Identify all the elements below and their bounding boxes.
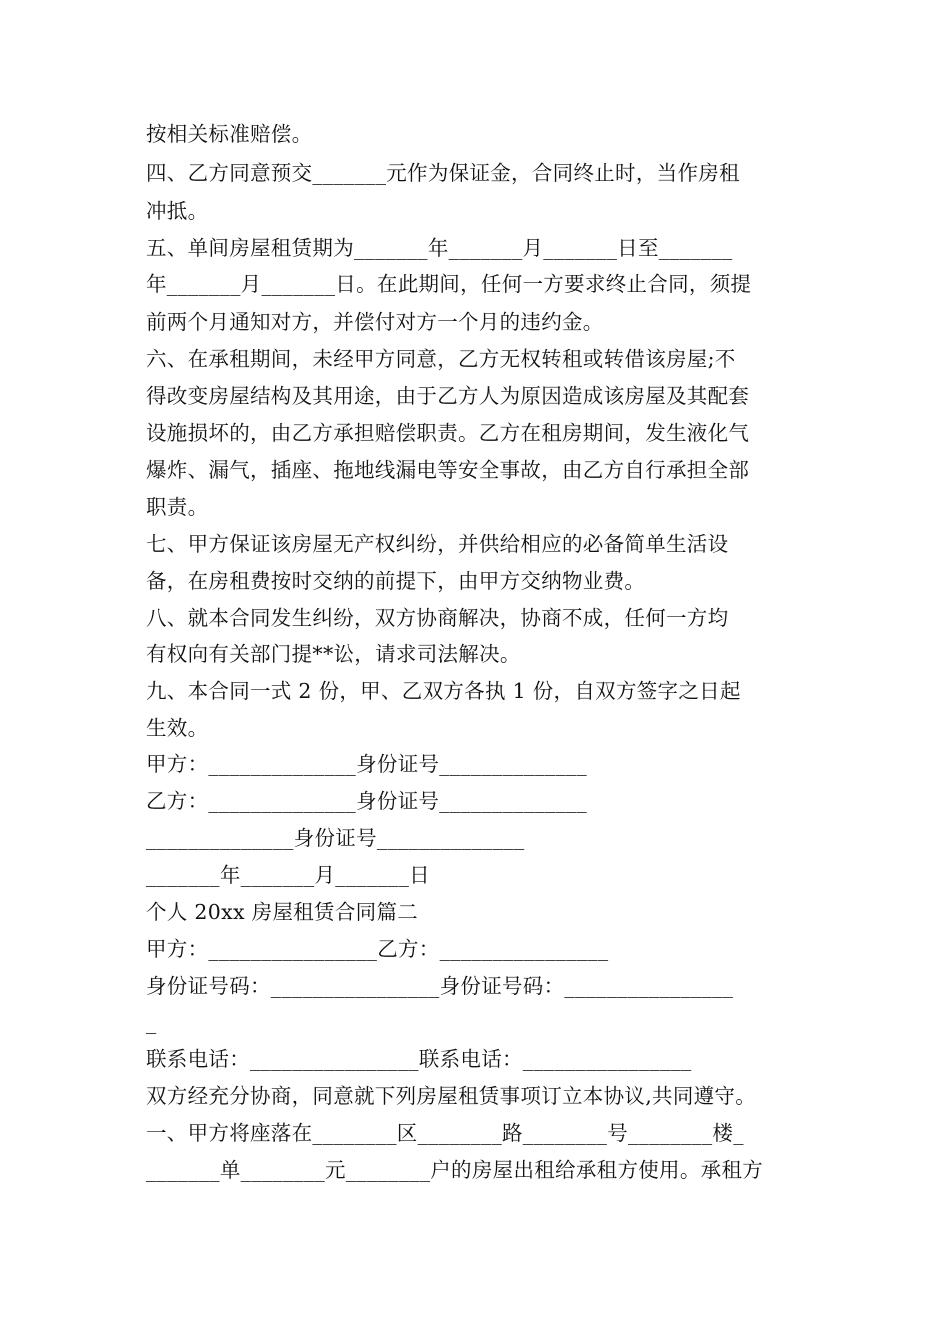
text-line: 乙方：______________身份证号______________ — [146, 789, 587, 813]
text-line: 九、本合同一式 2 份，甲、乙双方各执 1 份，自双方签字之日起 — [146, 679, 741, 703]
text-line: 身份证号码：________________身份证号码：________________ — [146, 974, 734, 998]
text-line: 备，在房租费按时交纳的前提下，由甲方交纳物业费。 — [146, 569, 646, 593]
text-line: 双方经充分协商，同意就下列房屋租赁事项订立本协议,共同遵守。 — [146, 1084, 757, 1108]
text-line: 甲方：________________乙方：________________ — [146, 937, 609, 961]
text-line: 生效。 — [146, 716, 209, 740]
text-line: 设施损坏的，由乙方承担赔偿职责。乙方在租房期间，发生液化气 — [146, 421, 750, 445]
text-line: 年_______月_______日。在此期间，任何一方要求终止合同，须提 — [146, 272, 752, 296]
text-line: 有权向有关部门提**讼，请求司法解决。 — [146, 642, 521, 666]
text-line: 甲方：______________身份证号______________ — [146, 752, 587, 776]
text-line: 七、甲方保证该房屋无产权纠纷，并供给相应的必备简单生活设 — [146, 532, 729, 556]
text-line: _ — [146, 1010, 157, 1034]
text-line: _______年_______月_______日 — [146, 863, 430, 887]
text-line: 四、乙方同意预交_______元作为保证金，合同终止时，当作房租 — [146, 161, 740, 185]
text-line: 爆炸、漏气，插座、拖地线漏电等安全事故，由乙方自行承担全部 — [146, 458, 750, 482]
text-line: 一、甲方将座落在________区________路________号________楼_ — [146, 1121, 744, 1145]
text-line: 前两个月通知对方，并偿付对方一个月的违约金。 — [146, 310, 604, 334]
text-line: 职责。 — [146, 495, 209, 519]
text-line: 按相关标准赔偿。 — [146, 122, 313, 146]
text-line: 得改变房屋结构及其用途，由于乙方人为原因造成该房屋及其配套 — [146, 384, 750, 408]
text-line: 五、单间房屋租赁期为_______年_______月_______日至_______ — [146, 236, 733, 260]
section-title: 个人 20xx 房屋租赁合同篇二 — [146, 900, 419, 924]
text-line: 六、在承租期间，未经甲方同意，乙方无权转租或转借该房屋;不 — [146, 347, 736, 371]
text-line: ______________身份证号______________ — [146, 826, 525, 850]
text-line: 八、就本合同发生纠纷，双方协商解决，协商不成，任何一方均 — [146, 606, 729, 630]
text-line: 联系电话：________________联系电话：________________ — [146, 1047, 692, 1071]
text-line: 冲抵。 — [146, 199, 209, 223]
text-line: _______单________元________户的房屋出租给承租方使用。承租方 — [146, 1158, 764, 1182]
